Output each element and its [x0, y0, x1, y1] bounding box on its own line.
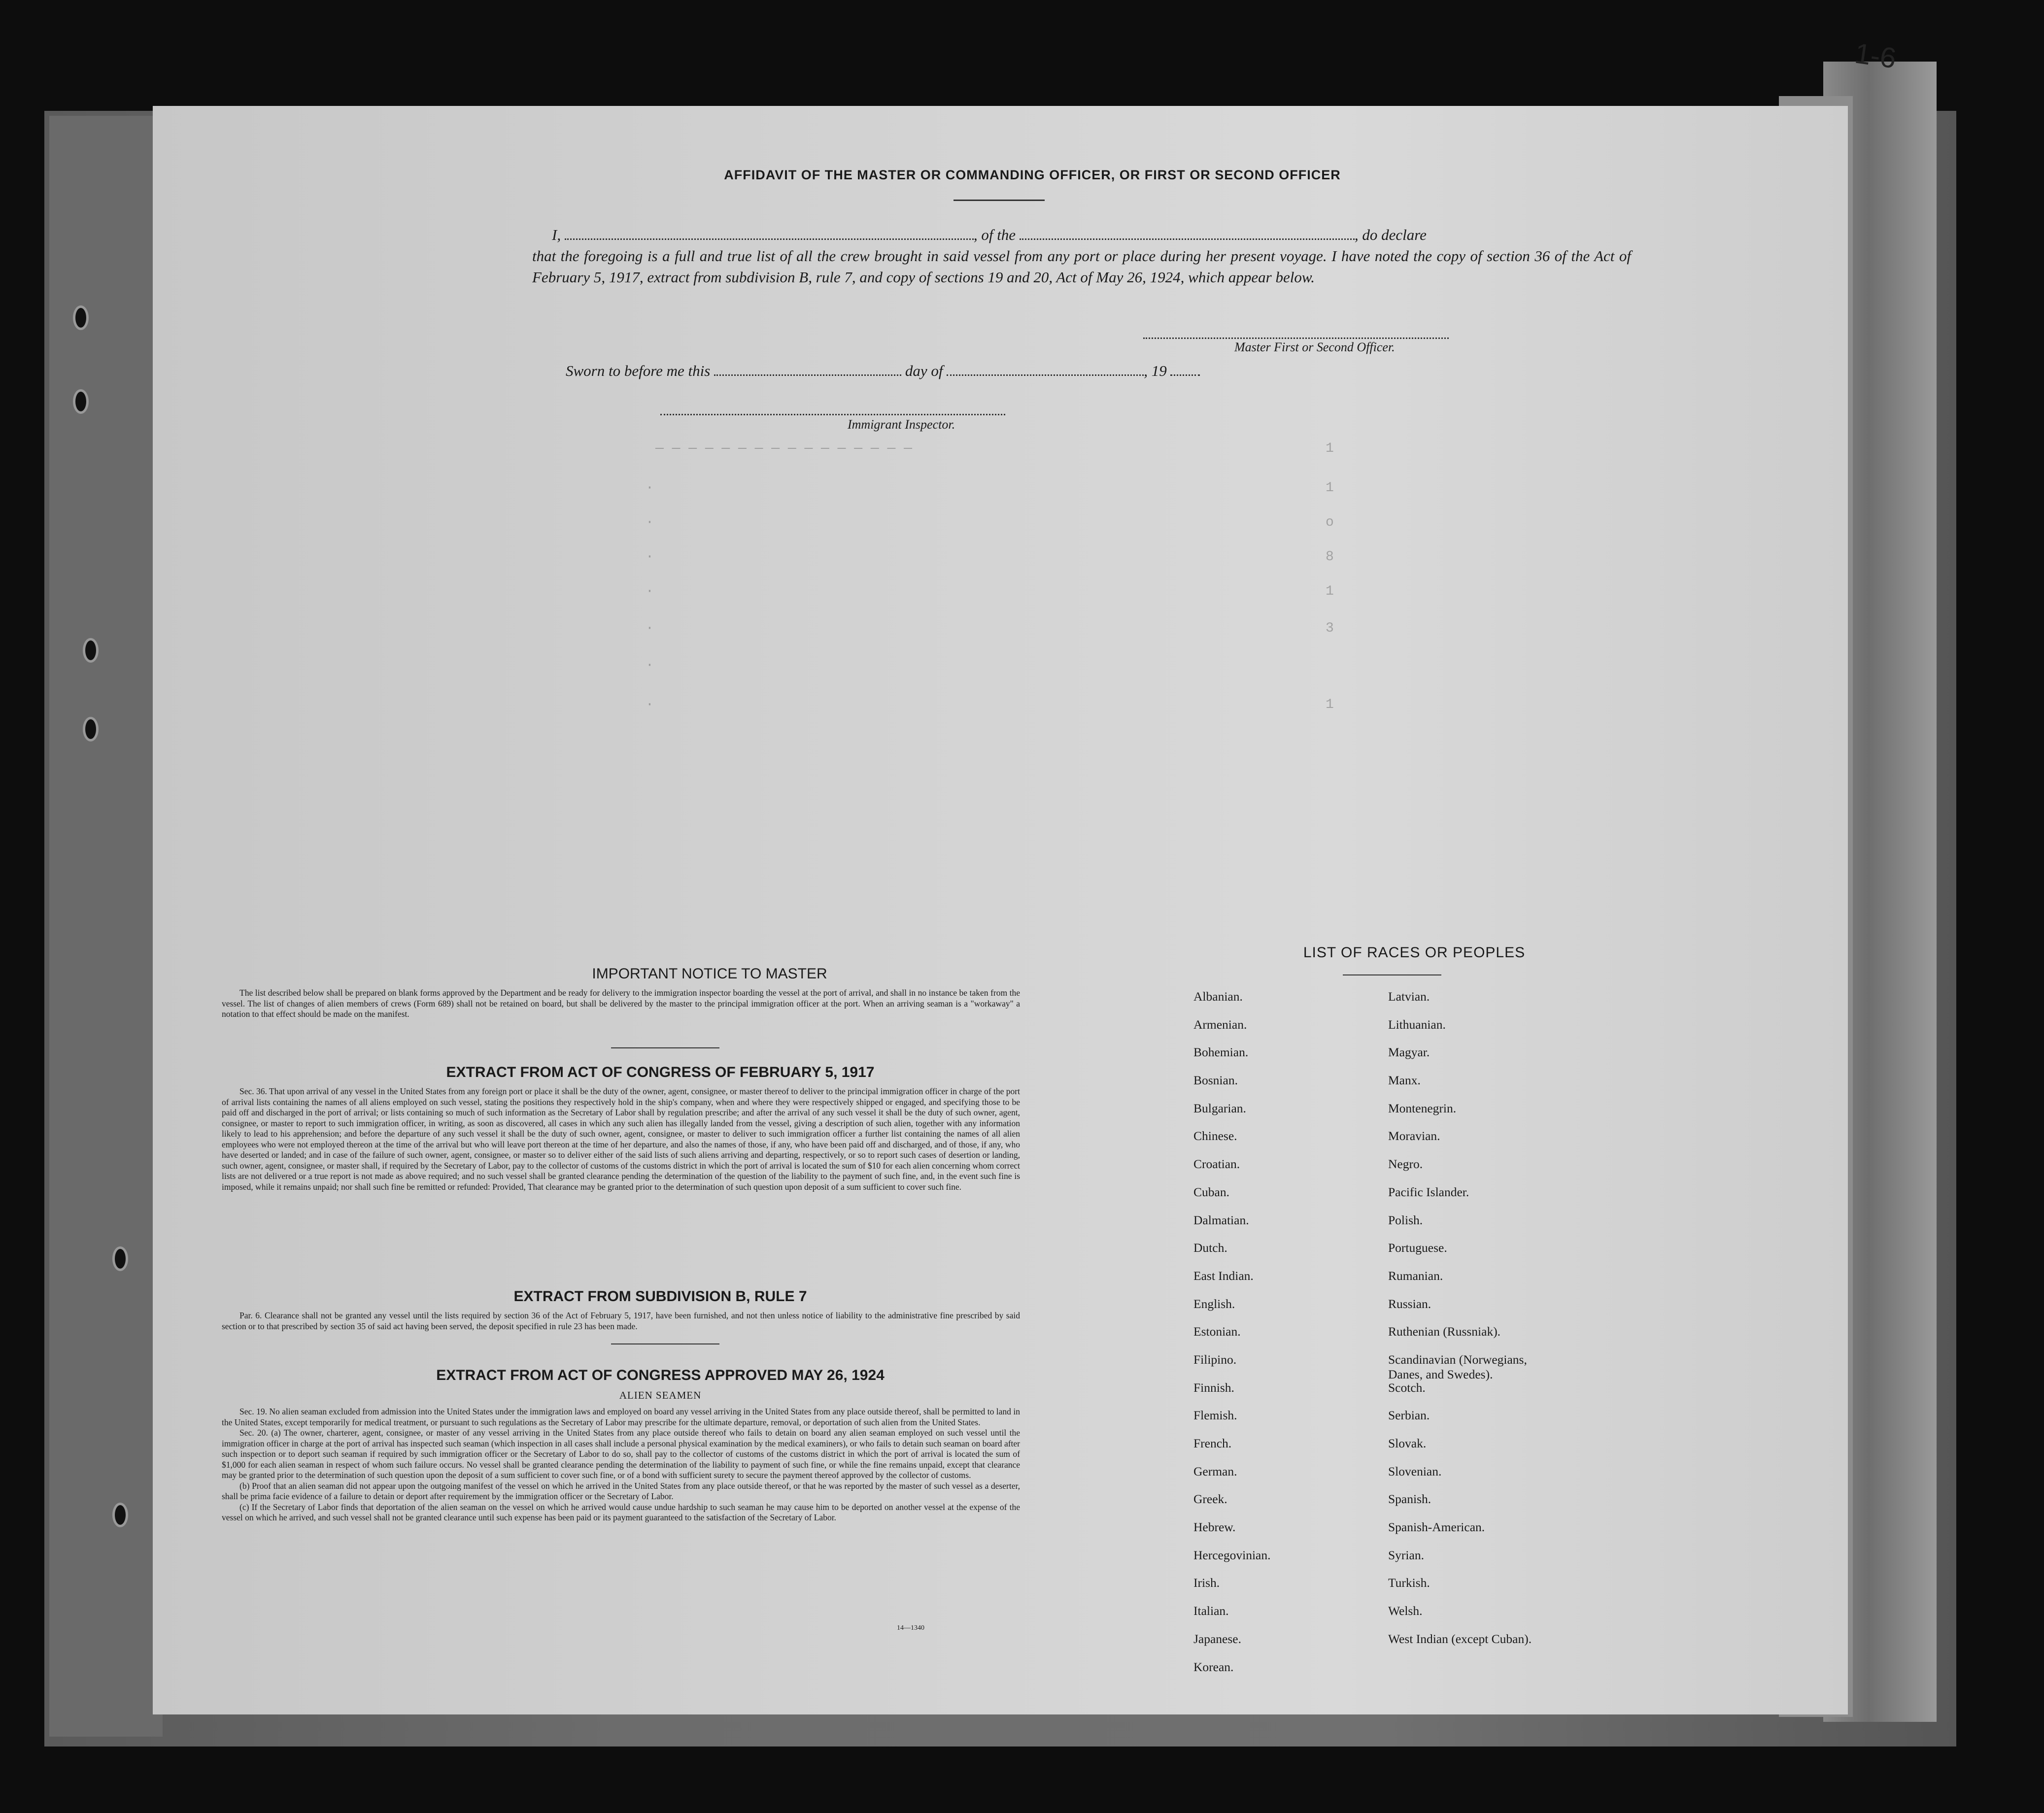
sworn-year-blank: [1170, 366, 1200, 376]
extract-1924-title: EXTRACT FROM ACT OF CONGRESS APPROVED MAY 26, 1924: [436, 1367, 885, 1383]
affidavit-body: [532, 224, 1631, 288]
bleed-through-mark: ·: [646, 549, 654, 565]
inspector-signature-line: [660, 414, 1005, 415]
affidavit-declaration-line: I, , of the , do declare: [552, 226, 1427, 243]
section-20a-text: Sec. 20. (a) The owner, charterer, agent, consignee, or master of any vessel arriving in the United States from any place outside thereof who fails to detain on board any alien seaman employed on such vessel until the immigration officer in charge at the port of arrival has inspected such seaman (which inspection in all cases shall include a personal physical examination by the medical examiners), or who fails to detain such seaman on board after such inspection or to deport such seaman if required by such immigration officer or the Secretary of Labor to do so, shall pay to the collector of customs of the customs district in which the port of arrival is located the sum of $1,000 for each alien seaman in respect of whom such failure occurs. No vessel shall be granted clearance pending the determination of the liability to payment of such fine, or while the fine remains unpaid, except that clearance may be granted prior to the determination of such question upon the deposit of a sum sufficient to cover such fine, or of a bond with sufficient surety to secure the payment thereof approved by the collector of customs.: [222, 1428, 1020, 1480]
master-signature-line: [1143, 337, 1449, 339]
inspector-signature-label: Immigrant Inspector.: [848, 417, 955, 432]
extract-1917-text: Sec. 36. That upon arrival of any vessel in the United States from any foreign port or place it shall be the duty of the owner, agent, consignee, or master thereof to deliver to the principal immigration officer in charge of the port of arrival lists containing the names of all aliens employed on such vessel, stating the positions they respectively hold in the ship's company, when and where they were respectively shipped or engaged, and specifying those to be paid off and discharged in the port of arrival; or lists containing so much of such information as the Secretary of Labor shall by regulation prescribe; and after the arrival of any such vessel it shall be the duty of such owner, agent, consignee, or master to report to such immigration officer, in writing, as soon as discovered, all cases in which any such alien has illegally landed from the vessel, giving a description of such alien, together with any information likely to lead to his apprehension; and before the departure of any such vessel it shall be the duty of such owner, agent, consignee, or master to deliver to such immigration officer a further list containing the names of all alien employees who were not employed thereon at the time of the arrival but who will leave port thereon at the time of her departure, and also the names of those, if any, who have been paid off and discharged, and of those, if any, who have deserted or landed; and in case of the failure of such owner, agent, consignee, or master so to deliver either of the said lists of such aliens arriving and departing, respectively, or so to report such cases of desertion or landing, such owner, agent, consignee, or master shall, if required by the Secretary of Labor, pay to the collector of customs of the customs district in which the port of arrival is located the sum of $10 for each alien concerning whom correct lists are not delivered or a true report is not made as above required; and no such vessel shall be granted clearance pending the determination of the question of the liability to the payment of such fine, and, in the event such fine is imposed, while it remains unpaid; nor shall such fine be remitted or refunded: Provided, That clearance may be granted prior to the determination of such question upon deposit of a sum sufficient to cover such fine.: [222, 1086, 1020, 1192]
alien-seamen-subtitle: ALIEN SEAMEN: [619, 1389, 702, 1401]
form-page: [153, 106, 1848, 1714]
race-item: Croatian.: [1193, 1157, 1240, 1172]
bleed-through-mark: ·: [646, 480, 654, 496]
bleed-through-mark: ·: [646, 584, 654, 599]
race-item: Serbian.: [1388, 1408, 1430, 1423]
race-item: Portuguese.: [1388, 1241, 1447, 1255]
bleed-through-mark: o: [1326, 515, 1334, 530]
sworn-line: Sworn to before me this day of , 19: [566, 362, 1200, 380]
bleed-through-mark: ·: [646, 697, 654, 712]
race-item: Scandinavian (Norwegians, Danes, and Swedes).: [1388, 1352, 1527, 1381]
section-19-text: Sec. 19. No alien seaman excluded from admission into the United States under the immigration laws and employed on board any vessel arriving in the United States from any place outside thereof, shall be permitted to land in the United States, except temporarily for medical treatment, or pursuant to such regulations as the Secretary of Labor may prescribe for the ultimate departure, removal, or deportation of such alien from the United States.: [222, 1407, 1020, 1427]
race-item: Latvian.: [1388, 989, 1430, 1004]
race-item: English.: [1193, 1296, 1235, 1311]
race-item: Pacific Islander.: [1388, 1184, 1469, 1199]
race-item: Hercegovinian.: [1193, 1547, 1271, 1562]
race-item: Korean.: [1193, 1659, 1234, 1674]
vessel-blank: [1020, 230, 1355, 240]
extract-rule7-title: EXTRACT FROM SUBDIVISION B, RULE 7: [513, 1288, 807, 1305]
binder-hole-icon: [83, 638, 99, 663]
bleed-through-mark: 3: [1326, 621, 1334, 636]
race-item: East Indian.: [1193, 1268, 1254, 1283]
race-item: German.: [1193, 1464, 1237, 1478]
race-item: Dutch.: [1193, 1241, 1227, 1255]
bleed-through-mark: 8: [1326, 549, 1334, 565]
race-item: Finnish.: [1193, 1380, 1234, 1395]
race-item: Lithuanian.: [1388, 1017, 1446, 1032]
binder-hole-icon: [112, 1503, 128, 1527]
notice-text: The list described below shall be prepared on blank forms approved by the Department and be ready for delivery to the immigration inspector boarding the vessel at the port of arrival, and shall in no instance be taken from the vessel. The list of changes of alien members of crews (Form 689) shall not be retained on board, but shall be delivered by the master to the principal immigration officer at the port. When an arriving seaman is a "workaway" a notation to that effect should be made on the manifest.: [222, 988, 1020, 1019]
race-item: Rumanian.: [1388, 1268, 1443, 1283]
race-item: Cuban.: [1193, 1184, 1229, 1199]
bleed-through-mark: 1: [1326, 697, 1334, 712]
sworn-day-blank: [714, 366, 901, 376]
race-item: Spanish.: [1388, 1492, 1431, 1507]
race-item: Scotch.: [1388, 1380, 1426, 1395]
affidavit-title: AFFIDAVIT OF THE MASTER OR COMMANDING OFFICER, OR FIRST OR SECOND OFFICER: [724, 168, 1341, 182]
corner-mark: 1-6: [1853, 37, 1899, 75]
binder-hole-icon: [73, 305, 89, 330]
race-item: Bohemian.: [1193, 1045, 1249, 1060]
race-item: Ruthenian (Russniak).: [1388, 1324, 1501, 1339]
name-blank: [565, 230, 974, 240]
form-number: 14—1340: [897, 1624, 924, 1632]
race-item: West Indian (except Cuban).: [1388, 1631, 1532, 1646]
sworn-month-blank: [947, 366, 1144, 376]
race-item: Chinese.: [1193, 1129, 1237, 1143]
race-item: Dalmatian.: [1193, 1212, 1249, 1227]
bleed-through-mark: — — — — — — — — — — — — — — — —: [655, 441, 912, 456]
bleed-through-mark: 1: [1326, 480, 1334, 496]
race-item: Polish.: [1388, 1212, 1423, 1227]
race-item: Turkish.: [1388, 1576, 1430, 1590]
race-item: Irish.: [1193, 1576, 1220, 1590]
binder-hole-icon: [112, 1246, 128, 1271]
bleed-through-mark: ·: [646, 515, 654, 530]
title-divider: [954, 200, 1045, 201]
race-item: Russian.: [1388, 1296, 1431, 1311]
bleed-through-mark: 1: [1326, 441, 1334, 456]
binder-hole-icon: [83, 717, 99, 741]
race-item: Slovak.: [1388, 1436, 1427, 1450]
race-item: Manx.: [1388, 1073, 1421, 1088]
race-item: Negro.: [1388, 1157, 1423, 1172]
race-item: Syrian.: [1388, 1547, 1424, 1562]
bleed-through-mark: ·: [646, 621, 654, 636]
race-item: Bulgarian.: [1193, 1101, 1246, 1115]
races-column-2: [1388, 989, 1532, 1660]
race-item: Filipino.: [1193, 1352, 1237, 1367]
extract-1917-title: EXTRACT FROM ACT OF CONGRESS OF FEBRUARY 5, 1917: [446, 1064, 875, 1080]
binder-strip: [49, 116, 163, 1737]
bleed-through-mark: ·: [646, 658, 654, 673]
section-divider: [611, 1343, 719, 1344]
race-item: Hebrew.: [1193, 1520, 1236, 1535]
race-item: Flemish.: [1193, 1408, 1237, 1423]
race-item: Moravian.: [1388, 1129, 1440, 1143]
extract-1924-text: [222, 1407, 1020, 1523]
race-item: Spanish-American.: [1388, 1520, 1485, 1535]
race-item: Slovenian.: [1388, 1464, 1442, 1478]
race-item: French.: [1193, 1436, 1232, 1450]
race-item: Italian.: [1193, 1604, 1229, 1618]
races-title: LIST OF RACES OR PEOPLES: [1303, 944, 1526, 961]
master-signature-label: Master First or Second Officer.: [1234, 340, 1395, 354]
section-20c-text: (c) If the Secretary of Labor finds that deportation of the alien seaman on the vessel on which he arrived would cause undue hardship to such seaman he may cause him to be deported on another vessel at the expense of the vessel on which he arrived, and such vessel shall not be granted clearance until such expense has been paid or its payment guaranteed to the satisfaction of the Secretary of Labor.: [222, 1502, 1020, 1522]
section-20b-text: (b) Proof that an alien seaman did not appear upon the outgoing manifest of the vessel on which he arrived in the United States from any place outside thereof, or that he was reported by the master of such vessel as a deserter, shall be prima facie evidence of a failure to detain or deport after requirement by the immigration officer or the Secretary of Labor.: [222, 1480, 1020, 1501]
bleed-through-mark: 1: [1326, 584, 1334, 599]
races-divider: [1343, 974, 1441, 975]
race-item: Greek.: [1193, 1492, 1227, 1507]
race-item: Japanese.: [1193, 1631, 1241, 1646]
section-divider: [611, 1047, 719, 1048]
race-item: Welsh.: [1388, 1604, 1423, 1618]
races-column-1: [1193, 989, 1270, 1687]
race-item: Armenian.: [1193, 1017, 1247, 1032]
race-item: Albanian.: [1193, 989, 1243, 1004]
race-item: Montenegrin.: [1388, 1101, 1457, 1115]
binder-hole-icon: [73, 389, 89, 414]
extract-rule7-text: Par. 6. Clearance shall not be granted any vessel until the lists required by section 36 of the Act of February 5, 1917, have been furnished, and not then unless notice of liability to the administrative fine prescribed by said section or to that prescribed by section 35 of said act having been served, the deposit specified in rule 23 has been made.: [222, 1310, 1020, 1331]
race-item: Bosnian.: [1193, 1073, 1238, 1088]
notice-title: IMPORTANT NOTICE TO MASTER: [592, 966, 827, 982]
race-item: Magyar.: [1388, 1045, 1430, 1060]
affidavit-text: that the foregoing is a full and true list of all the crew brought in said vessel from any port or place during her present voyage. I have noted the copy of section 36 of the Act of February 5, 1917, extract from subdivision B, rule 7, and copy of sections 19 and 20, Act of May 26, 1924, which appear below.: [532, 247, 1631, 286]
race-item: Estonian.: [1193, 1324, 1241, 1339]
